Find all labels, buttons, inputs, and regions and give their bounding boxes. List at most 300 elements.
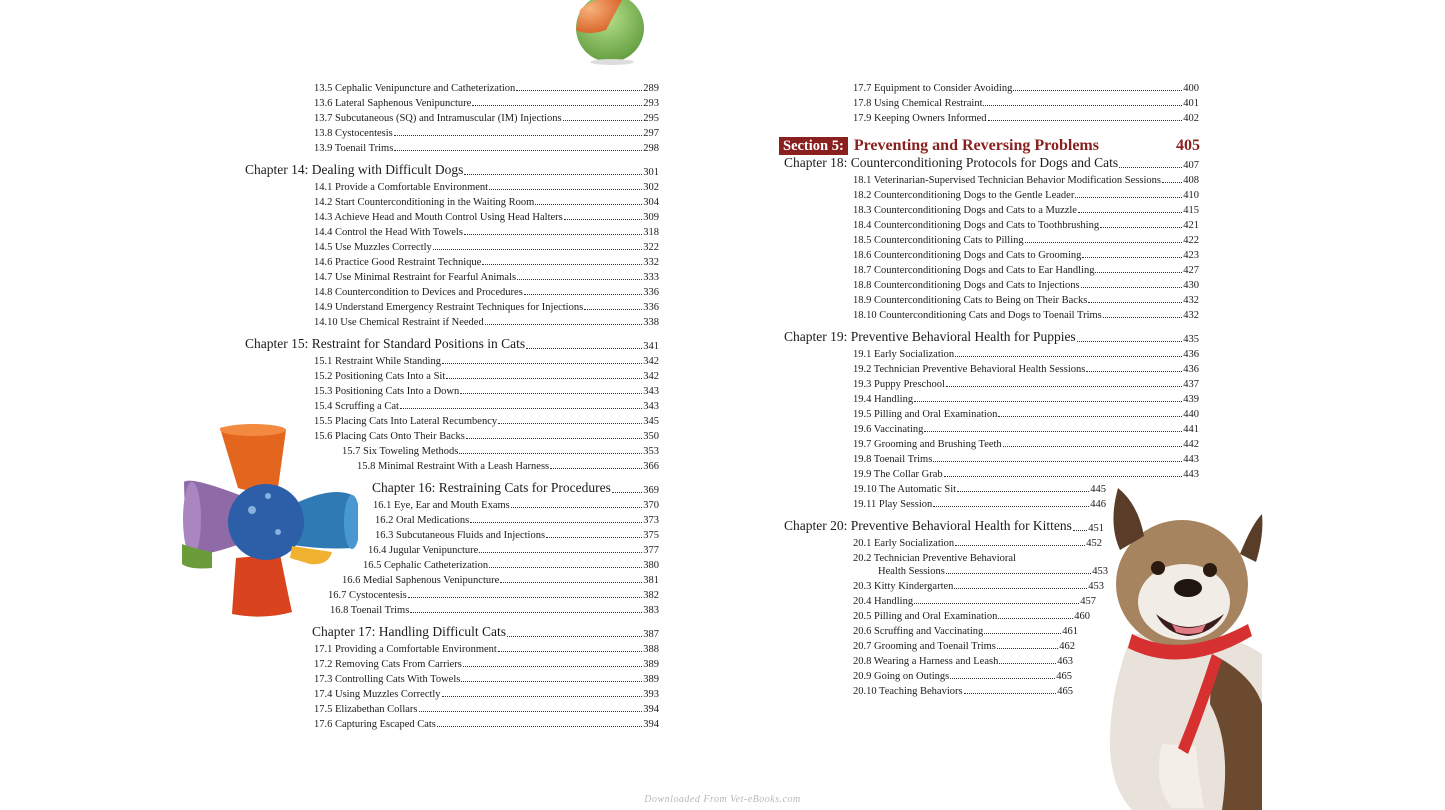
dot-leader: [1025, 241, 1183, 243]
page-number: 401: [1183, 98, 1199, 109]
dot-leader: [517, 278, 642, 280]
toc-entry-row[interactable]: [314, 671, 659, 685]
dot-leader: [463, 665, 642, 667]
page-number: 388: [643, 644, 659, 655]
toc-entry-row[interactable]: [314, 284, 659, 298]
page-number: 453: [1088, 581, 1104, 592]
dot-leader: [507, 635, 642, 637]
dot-leader: [1103, 316, 1183, 318]
section-page-number: 405: [1176, 137, 1200, 154]
toc-entry-row[interactable]: [853, 638, 1075, 652]
entry-title: 20.10 Teaching Behaviors: [853, 686, 963, 697]
entry-title: 20.9 Going on Outings: [853, 671, 950, 682]
dot-leader: [1082, 256, 1182, 258]
toc-chapter-row[interactable]: [245, 335, 659, 352]
dot-leader: [1077, 340, 1183, 342]
chapter-number: Chapter 15:: [245, 336, 309, 351]
page-number: 389: [643, 674, 659, 685]
page-number: 402: [1183, 113, 1199, 124]
toc-entry-row[interactable]: [314, 314, 659, 328]
page-number: 289: [643, 83, 659, 94]
toc-entry-row[interactable]: [853, 292, 1199, 306]
entry-title: 17.8 Using Chemical Restraint: [853, 98, 983, 109]
entry-title: 19.5 Pilling and Oral Examination: [853, 409, 998, 420]
page-number: 465: [1057, 686, 1073, 697]
entry-title: 18.2 Counterconditioning Dogs to the Gentle Leader: [853, 190, 1075, 201]
page-number: 437: [1183, 379, 1199, 390]
toc-entry-row[interactable]: [314, 398, 659, 412]
dot-leader: [999, 662, 1056, 664]
toc-entry-row[interactable]: [853, 307, 1199, 321]
toc-entry-row[interactable]: [375, 527, 659, 541]
toc-entry-row[interactable]: [314, 413, 659, 427]
page-number: 451: [1088, 523, 1104, 534]
dot-leader: [946, 385, 1182, 387]
entry-title: 14.4 Control the Head With Towels: [314, 227, 463, 238]
dot-leader: [479, 551, 642, 553]
toc-entry-row[interactable]: [314, 656, 659, 670]
dot-leader: [950, 677, 1055, 679]
page-number: 443: [1183, 469, 1199, 480]
page-number: 369: [643, 485, 659, 496]
chapter-title: Preventive Behavioral Health for Puppies: [850, 329, 1076, 344]
dot-leader: [914, 602, 1079, 604]
dot-leader: [526, 347, 642, 349]
entry-title: 19.11 Play Session: [853, 499, 933, 510]
toc-entry-row[interactable]: [853, 172, 1199, 186]
entry-title: 16.4 Jugular Venipuncture: [368, 545, 479, 556]
entry-title: 15.6 Placing Cats Onto Their Backs: [314, 431, 465, 442]
dot-leader: [1075, 196, 1182, 198]
entry-title: 14.10 Use Chemical Restraint if Needed: [314, 317, 484, 328]
entry-title: 18.6 Counterconditioning Dogs and Cats to Grooming: [853, 250, 1082, 261]
entry-title: 18.5 Counterconditioning Cats to Pilling: [853, 235, 1024, 246]
toc-entry-row[interactable]: [853, 406, 1199, 420]
chapter-title: Preventive Behavioral Health for Kittens: [850, 518, 1072, 533]
chapter-heading: [784, 155, 1118, 171]
page-number: 394: [643, 704, 659, 715]
dot-leader: [1088, 301, 1182, 303]
toc-entry-row[interactable]: [853, 496, 1106, 510]
page-number: 407: [1183, 160, 1199, 171]
chapter-number: Chapter 14:: [245, 162, 309, 177]
dot-leader: [983, 104, 1182, 106]
toc-entry-row[interactable]: [314, 368, 659, 382]
toc-entry-row[interactable]: [853, 262, 1199, 276]
watermark-footer: Downloaded From Vet-eBooks.com: [644, 794, 801, 805]
dot-leader: [955, 355, 1182, 357]
dot-leader: [410, 611, 642, 613]
page-number: 333: [643, 272, 659, 283]
entry-title: 15.8 Minimal Restraint With a Leash Harness: [357, 461, 550, 472]
entry-title: 16.2 Oral Medications: [375, 515, 470, 526]
toc-entry-row[interactable]: [853, 421, 1199, 435]
toc-entry-row[interactable]: [314, 125, 659, 139]
toc-entry-row[interactable]: [853, 95, 1199, 109]
entry-title: 17.7 Equipment to Consider Avoiding: [853, 83, 1013, 94]
entry-title: 19.2 Technician Preventive Behavioral Health Sessions: [853, 364, 1086, 375]
page-number: 463: [1057, 656, 1073, 667]
entry-title: 13.6 Lateral Saphenous Venipuncture: [314, 98, 472, 109]
entry-title: 17.6 Capturing Escaped Cats: [314, 719, 436, 730]
entry-title: 14.9 Understand Emergency Restraint Techniques for Injections: [314, 302, 584, 313]
entry-title: 13.9 Toenail Trims: [314, 143, 394, 154]
chapter-number: Chapter 16:: [372, 480, 436, 495]
entry-title: 16.3 Subcutaneous Fluids and Injections: [375, 530, 546, 541]
dot-leader: [535, 203, 642, 205]
toc-entry-row[interactable]: [853, 376, 1199, 390]
entry-title: 16.5 Cephalic Catheterization: [363, 560, 489, 571]
toc-entry-row[interactable]: [314, 254, 659, 268]
entry-title: 14.1 Provide a Comfortable Environment: [314, 182, 489, 193]
entry-title: 18.8 Counterconditioning Dogs and Cats to Injections: [853, 280, 1080, 291]
dot-leader: [489, 566, 642, 568]
toc-chapter-row[interactable]: [784, 517, 1104, 534]
page-number: 353: [643, 446, 659, 457]
page-number: 322: [643, 242, 659, 253]
toc-entry-row[interactable]: [314, 353, 659, 367]
dot-leader: [466, 437, 642, 439]
entry-title: 17.1 Providing a Comfortable Environment: [314, 644, 497, 655]
toc-entry-row[interactable]: [314, 80, 659, 94]
dot-leader: [489, 188, 642, 190]
bulldog-image: [1092, 484, 1264, 810]
dot-leader: [498, 422, 642, 424]
dot-leader: [997, 647, 1058, 649]
toc-entry-row[interactable]: [853, 110, 1199, 124]
page-number: 460: [1074, 611, 1090, 622]
entry-title: 14.5 Use Muzzles Correctly: [314, 242, 432, 253]
entry-title: 20.7 Grooming and Toenail Trims: [853, 641, 996, 652]
entry-title: 16.8 Toenail Trims: [330, 605, 410, 616]
entry-title: 14.3 Achieve Head and Mouth Control Using Head Halters: [314, 212, 563, 223]
toc-entry-row[interactable]: [368, 542, 659, 556]
entry-title: 13.5 Cephalic Venipuncture and Catheterization: [314, 83, 516, 94]
dot-leader: [498, 650, 642, 652]
toc-entry-row[interactable]: [314, 179, 659, 193]
page-number: 408: [1183, 175, 1199, 186]
dot-leader: [1162, 181, 1182, 183]
toc-entry-row[interactable]: [878, 563, 1108, 577]
dot-leader: [500, 581, 642, 583]
page-number: 440: [1183, 409, 1199, 420]
toc-entry-row[interactable]: [342, 572, 659, 586]
page-number: 332: [643, 257, 659, 268]
dot-leader: [419, 710, 643, 712]
toc-entry-row[interactable]: [853, 668, 1072, 682]
entry-title: 20.5 Pilling and Oral Examination: [853, 611, 998, 622]
entry-title: 19.8 Toenail Trims: [853, 454, 933, 465]
entry-title: 16.6 Medial Saphenous Venipuncture: [342, 575, 500, 586]
dot-leader: [998, 617, 1073, 619]
entry-title: 18.3 Counterconditioning Dogs and Cats to a Muzzle: [853, 205, 1077, 216]
toc-entry-row[interactable]: [853, 217, 1199, 231]
page-number: 415: [1183, 205, 1199, 216]
page-number: 342: [643, 371, 659, 382]
toc-entry-row[interactable]: [375, 512, 659, 526]
toc-entry-row[interactable]: [853, 232, 1199, 246]
entry-title: 20.4 Handling: [853, 596, 914, 607]
page-number: 302: [643, 182, 659, 193]
toc-entry-row[interactable]: [314, 701, 659, 715]
entry-title: 19.6 Vaccinating: [853, 424, 924, 435]
toc-entry-row[interactable]: [314, 110, 659, 124]
page-number: 393: [643, 689, 659, 700]
entry-title: 15.5 Placing Cats Into Lateral Recumbency: [314, 416, 498, 427]
toc-entry-row[interactable]: [314, 269, 659, 283]
page-number: 342: [643, 356, 659, 367]
dot-leader: [984, 632, 1061, 634]
toc-entry-row[interactable]: [853, 653, 1073, 667]
toc-entry-row[interactable]: [314, 299, 659, 313]
toc-entry-row[interactable]: [328, 587, 659, 601]
toc-entry-row[interactable]: [314, 641, 659, 655]
entry-title: 16.1 Eye, Ear and Mouth Exams: [373, 500, 510, 511]
page-number: 461: [1062, 626, 1078, 637]
dot-leader: [394, 134, 643, 136]
page-number: 298: [643, 143, 659, 154]
dot-leader: [460, 392, 642, 394]
page-number: 442: [1183, 439, 1199, 450]
page-number: 436: [1183, 364, 1199, 375]
page-number: 336: [643, 287, 659, 298]
entry-title: 19.1 Early Socialization: [853, 349, 955, 360]
page-number: 295: [643, 113, 659, 124]
page-number: 373: [643, 515, 659, 526]
page-number: 435: [1183, 334, 1199, 345]
toc-entry-row[interactable]: [853, 593, 1096, 607]
dot-leader: [1095, 271, 1182, 273]
chapter-heading: [784, 518, 1072, 534]
chapter-title: Counterconditioning Protocols for Dogs and Cats: [850, 155, 1119, 170]
toc-entry-row[interactable]: [853, 683, 1073, 697]
dot-leader: [464, 233, 642, 235]
page-number: 436: [1183, 349, 1199, 360]
toc-entry-row[interactable]: [373, 497, 659, 511]
dot-leader: [933, 460, 1182, 462]
toc-entry-row[interactable]: [853, 391, 1199, 405]
dot-leader: [955, 544, 1085, 546]
page-number: 443: [1183, 454, 1199, 465]
dot-leader: [944, 475, 1183, 477]
page-number: 446: [1090, 499, 1106, 510]
entry-title: 20.6 Scruffing and Vaccinating: [853, 626, 984, 637]
dot-leader: [957, 490, 1089, 492]
toc-entry-row[interactable]: [314, 140, 659, 154]
dot-leader: [964, 692, 1057, 694]
page-number: 389: [643, 659, 659, 670]
chapter-title: Restraining Cats for Procedures: [438, 480, 611, 495]
toc-entry-row[interactable]: [314, 194, 659, 208]
toc-entry-row[interactable]: [853, 535, 1102, 549]
entry-title: 19.3 Puppy Preschool: [853, 379, 945, 390]
dot-leader: [470, 521, 642, 523]
chapter-number: Chapter 17:: [312, 624, 376, 639]
dot-leader: [1081, 286, 1183, 288]
dot-leader: [564, 218, 643, 220]
chapter-heading: [784, 329, 1076, 345]
entry-title: 14.6 Practice Good Restraint Technique: [314, 257, 482, 268]
page-number: 421: [1183, 220, 1199, 231]
dot-leader: [946, 572, 1091, 574]
entry-title: 19.9 The Collar Grab: [853, 469, 943, 480]
toc-entry-row[interactable]: [853, 187, 1199, 201]
toc-entry-row[interactable]: [314, 428, 659, 442]
toc-entry-row[interactable]: [853, 451, 1199, 465]
dot-leader: [442, 362, 642, 364]
dot-leader: [433, 248, 642, 250]
entry-title: 16.7 Cystocentesis: [328, 590, 407, 601]
toc-chapter-row[interactable]: [372, 479, 659, 496]
page-number: 432: [1183, 295, 1199, 306]
toc-entry-row[interactable]: [853, 247, 1199, 261]
entry-title: 17.9 Keeping Owners Informed: [853, 113, 987, 124]
toc-entry-row[interactable]: [853, 436, 1199, 450]
dot-leader: [924, 430, 1182, 432]
chapter-title: Dealing with Difficult Dogs: [311, 162, 464, 177]
toc-entry-row[interactable]: [853, 608, 1090, 622]
entry-title: 19.4 Handling: [853, 394, 914, 405]
entry-title: Health Sessions: [878, 566, 945, 577]
entry-title: 20.3 Kitty Kindergarten: [853, 581, 954, 592]
page-number: 304: [643, 197, 659, 208]
dot-leader: [546, 536, 642, 538]
dot-leader: [446, 377, 642, 379]
entry-title: 19.7 Grooming and Brushing Teeth: [853, 439, 1002, 450]
page-number: 297: [643, 128, 659, 139]
toc-entry-row[interactable]: [853, 578, 1104, 592]
toc-entry-row[interactable]: [853, 80, 1199, 94]
toc-entry-row[interactable]: [853, 277, 1199, 291]
dot-leader: [563, 119, 643, 121]
toc-entry-row[interactable]: [314, 239, 659, 253]
toc-entry-row[interactable]: [357, 458, 659, 472]
toc-entry-row[interactable]: [314, 209, 659, 223]
page-number: 336: [643, 302, 659, 313]
page-number: 441: [1183, 424, 1199, 435]
toc-entry-row[interactable]: [330, 602, 659, 616]
chapter-heading: [245, 336, 525, 352]
page-number: 452: [1086, 538, 1102, 549]
page-number: 377: [643, 545, 659, 556]
toc-chapter-row[interactable]: [784, 154, 1199, 171]
toc-entry-row[interactable]: [853, 481, 1106, 495]
entry-title: 17.4 Using Muzzles Correctly: [314, 689, 441, 700]
toc-entry-row[interactable]: [314, 224, 659, 238]
page-number: 350: [643, 431, 659, 442]
entry-title: 15.7 Six Toweling Methods: [342, 446, 459, 457]
page-number: 370: [643, 500, 659, 511]
entry-title: 14.8 Countercondition to Devices and Procedures: [314, 287, 523, 298]
toc-chapter-row[interactable]: [245, 161, 659, 178]
page-number: 345: [643, 416, 659, 427]
dot-leader: [1100, 226, 1182, 228]
dot-leader: [516, 89, 642, 91]
entry-title: 20.8 Wearing a Harness and Leash: [853, 656, 999, 667]
dot-leader: [612, 491, 642, 493]
page-number: 318: [643, 227, 659, 238]
chapter-heading: [372, 480, 611, 496]
dot-leader: [400, 407, 642, 409]
toc-entry-row[interactable]: [853, 346, 1199, 360]
dot-leader: [1086, 370, 1182, 372]
entry-title: 14.7 Use Minimal Restraint for Fearful Animals: [314, 272, 517, 283]
toc-entry-row[interactable]: [853, 550, 1080, 564]
ball-toy-image: [566, 0, 650, 66]
toc-entry-row[interactable]: [853, 202, 1199, 216]
toc-entry-row[interactable]: [314, 716, 659, 730]
page-number: 422: [1183, 235, 1199, 246]
toc-entry-row[interactable]: [853, 623, 1078, 637]
entry-title: 18.1 Veterinarian-Supervised Technician Behavior Modification Sessions: [853, 175, 1161, 186]
toc-entry-row[interactable]: [314, 95, 659, 109]
dot-leader: [482, 263, 642, 265]
page-number: 343: [643, 401, 659, 412]
page-number: 423: [1183, 250, 1199, 261]
page-number: 381: [643, 575, 659, 586]
dot-leader: [933, 505, 1089, 507]
page-number: 293: [643, 98, 659, 109]
page-number: 465: [1056, 671, 1072, 682]
page-number: 366: [643, 461, 659, 472]
section-5-header[interactable]: [779, 136, 1200, 156]
dot-leader: [1013, 89, 1182, 91]
entry-title: 14.2 Start Counterconditioning in the Waiting Room: [314, 197, 535, 208]
entry-title: 13.7 Subcutaneous (SQ) and Intramuscular (IM) Injections: [314, 113, 562, 124]
dot-leader: [954, 587, 1087, 589]
page-number: 445: [1090, 484, 1106, 495]
dot-leader: [394, 149, 642, 151]
entry-title: 20.2 Technician Preventive Behavioral: [853, 553, 1016, 564]
toc-entry-row[interactable]: [314, 686, 659, 700]
toc-chapter-row[interactable]: [784, 328, 1199, 345]
toc-entry-row[interactable]: [363, 557, 659, 571]
dot-leader: [408, 596, 643, 598]
page-number: 394: [643, 719, 659, 730]
toc-chapter-row[interactable]: [312, 623, 659, 640]
toc-entry-row[interactable]: [853, 466, 1199, 480]
entry-title: 15.3 Positioning Cats Into a Down: [314, 386, 460, 397]
entry-title: 15.1 Restraint While Standing: [314, 356, 441, 367]
dot-leader: [1119, 166, 1182, 168]
dot-leader: [459, 452, 642, 454]
entry-title: 18.4 Counterconditioning Dogs and Cats to Toothbrushing: [853, 220, 1100, 231]
dot-leader: [464, 173, 642, 175]
toc-entry-row[interactable]: [342, 443, 659, 457]
entry-title: 13.8 Cystocentesis: [314, 128, 393, 139]
section-title: Preventing and Reversing Problems: [853, 137, 1099, 154]
dot-leader: [485, 323, 643, 325]
page-number: 382: [643, 590, 659, 601]
chapter-number: Chapter 20:: [784, 518, 848, 533]
dot-leader: [511, 506, 642, 508]
dot-leader: [1003, 445, 1183, 447]
page-number: 309: [643, 212, 659, 223]
page-number: 338: [643, 317, 659, 328]
entry-title: 17.5 Elizabethan Collars: [314, 704, 418, 715]
chapter-title: Restraint for Standard Positions in Cats: [311, 336, 526, 351]
page-number: 410: [1183, 190, 1199, 201]
chapter-heading: [312, 624, 506, 640]
chapter-heading: [245, 162, 463, 178]
toc-entry-row[interactable]: [853, 361, 1199, 375]
page-number: 427: [1183, 265, 1199, 276]
dot-leader: [437, 725, 642, 727]
entry-title: 20.1 Early Socialization: [853, 538, 955, 549]
entry-title: 17.3 Controlling Cats With Towels: [314, 674, 461, 685]
toc-entry-row[interactable]: [314, 383, 659, 397]
dot-leader: [442, 695, 643, 697]
